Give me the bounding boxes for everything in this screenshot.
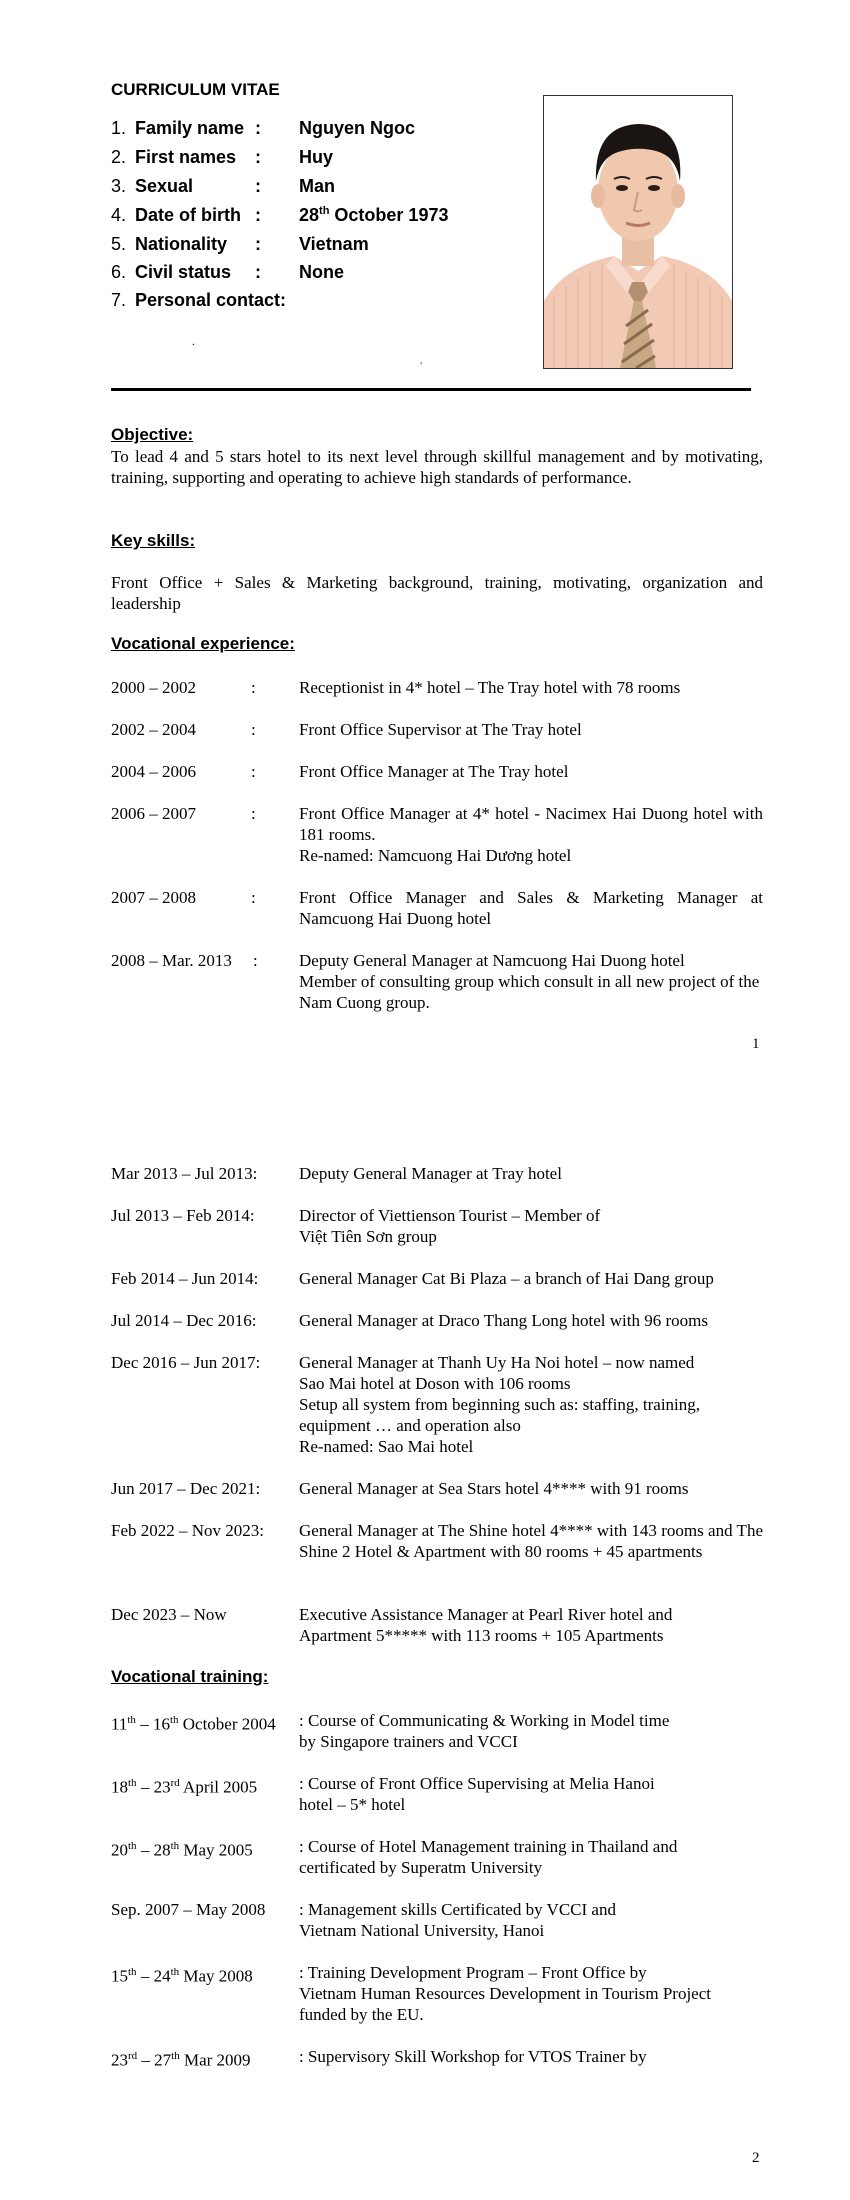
first-names-value: Huy [299,146,334,167]
key-skills-text: Front Office + Sales & Marketing background, training, motivating, organization and leadership [111,573,763,613]
personal-row-personal-contact: 7. Personal contact: [111,289,287,310]
sexual-value: Man [299,175,335,196]
stray-mark-dot: . [192,334,195,348]
date-of-birth-value: 28th October 1973 [299,204,449,225]
page-2: Mar 2013 – Jul 2013: Deputy General Manager at Tray hotel Jul 2013 – Feb 2014: Director of Viettienson Tourist – Member of Việt Tiên Sơn group Feb 2014 – Jun 2014: General Manager Cat Bi Plaza – a branch of Hai Dang group Jul 2014 – Dec 2016: General Manager at Draco Thang Long hotel with 96 rooms Dec 2016 – Jun 2017: General Manager at Thanh Uy Ha Noi hotel – now named Sao Mai hotel at Doson with 106 rooms Setup all system from beginning such as: staffing, training, equipment … and operation also Re-named: Sao Mai hotel Jun 2017 – Dec 2021: General Manager at Sea Stars hotel 4**** with 91 rooms Feb 2022 – Nov 2023: General Manager at The Shine hotel 4**** with 143 rooms and The Shine 2 Hotel & Apartment with 80 rooms + 45 apartments Dec 2023 – Now Executive Assistance Manager at Pearl River hotel and Apartment 5***** with 113 rooms + 105 Apartments Vocational training: 11th – 16th October 2004 : Course of Communicating & Working in Model time by Singapore trainers and VCCI 18th – 23rd April 2005 : Course of Front Office Supervising at Melia Hanoi hotel – 5* hotel 20th – 28th May 2005 : Course of Hotel Management training in Thailand and certificated by Superatm University Sep. 2007 – May 2008 : Management skills Certificated by VCCI and Vietnam National University, Hanoi 15th – 24th May 2008 : Training Development Program – Front Office by Vietnam Human Resources Development in Tourism Project funded by the EU. 23rd – 27th Mar 2009 : Supervisory Skill Workshop for VTOS Trainer by 2 [111,1164,763,2166]
personal-row-sexual: 3. Sexual : Man [111,175,335,196]
header-divider [111,388,751,391]
page-1: CURRICULUM VITAE 1. Family name : Nguyen Ngoc 2. First names : Huy 3. Sexual : Man 4. Date of birth : 28th October 1973 5. Nationality : Vietnam 6. Civil status : None 7. Personal contact: . , Objective: To lead 4 and 5 stars hotel to its next level through skillful management and by motivating, training, supporting and operating to achieve high standards of performance. Key skills: Front Office + Sales & Marketing background, training, motivating, organization and leadership Vocational experience: 2000 – 2002 : Receptionist in 4* hotel – The Tray hotel with 78 rooms 2002 – 2004 : Front Office Supervisor at The Tray hotel 2004 – 2006 : Front Office Manager at The Tray hotel 2006 – 2007 : Front Office Manager at 4* hotel - Nacimex Hai Duong hotel with 181 rooms. Re-named: Namcuong Hai Dương hotel 2007 – 2008 : Front Office Manager and Sales & Marketing Manager at Namcuong Hai Duong hotel 2008 – Mar. 2013 : Deputy General Manager at Namcuong Hai Duong hotel Member of consulting group which consult in all new project of the Nam Cuong group. 1 [111,80,763,1052]
personal-row-nationality: 5. Nationality : Vietnam [111,233,369,254]
personal-row-family-name: 1. Family name : Nguyen Ngoc [111,117,416,138]
personal-row-date-of-birth: 4. Date of birth : 28th October 1973 [111,204,449,225]
page-number: 1 [752,1036,760,1052]
stray-mark-comma: , [420,355,423,366]
page-number: 2 [752,2150,760,2166]
personal-row-first-names: 2. First names : Huy [111,146,334,167]
cv-title: CURRICULUM VITAE [111,80,280,99]
nationality-value: Vietnam [299,233,369,254]
objective-heading: Objective: [111,425,194,444]
portrait-photo [543,95,733,369]
key-skills-heading: Key skills: [111,531,196,550]
family-name-value: Nguyen Ngoc [299,117,416,138]
experience-heading: Vocational experience: [111,634,295,653]
personal-row-civil-status: 6. Civil status : None [111,261,344,282]
training-heading: Vocational training: [111,1667,269,1686]
objective-text: To lead 4 and 5 stars hotel to its next level through skillful management and by motivating, training, supporting and operating to achieve high standards of performance. [111,447,763,487]
civil-status-value: None [299,261,344,282]
portrait-illustration [544,96,732,368]
